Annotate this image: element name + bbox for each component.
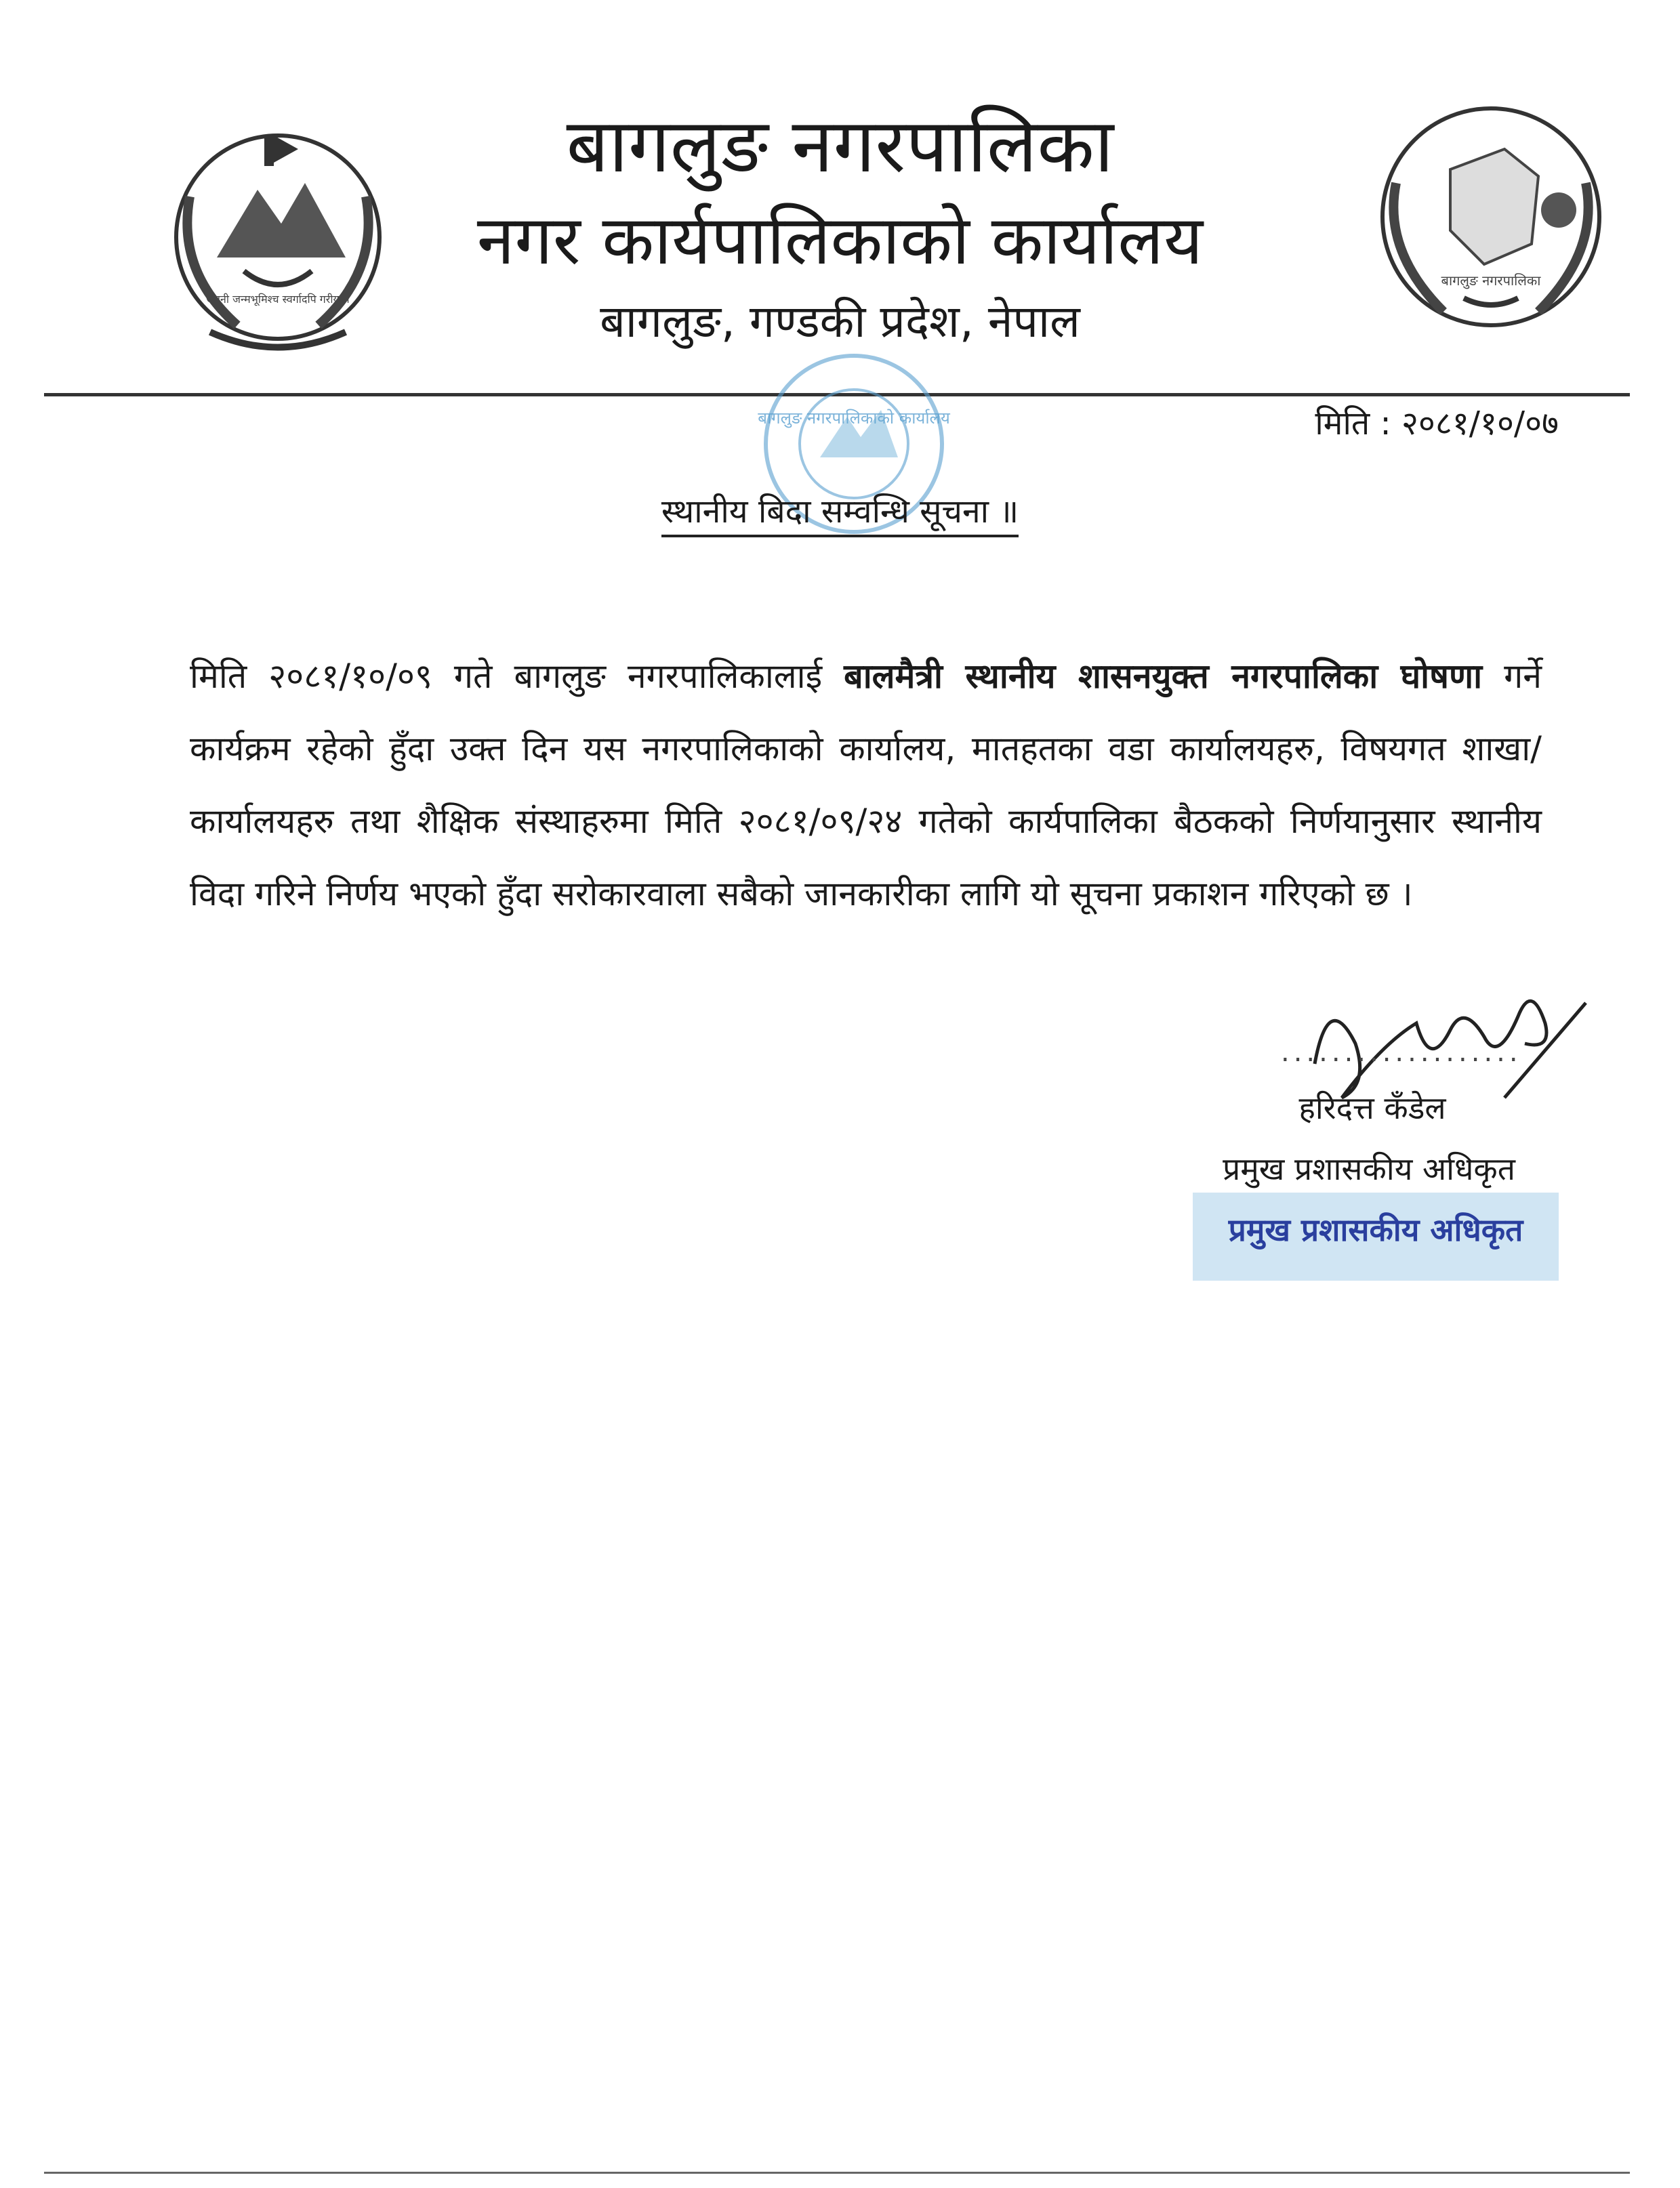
body-part-1: मिति २०८१/१०/०९ गते बागलुङ नगरपालिकालाई: [190, 657, 844, 696]
body-bold-phrase: बालमैत्री स्थानीय शासनयुक्त नगरपालिका घोषणा: [844, 657, 1483, 696]
notice-body: [190, 640, 1542, 930]
signatory-title: प्रमुख प्रशासकीय अधिकृत: [1223, 1151, 1515, 1187]
office-address: बागलुङ, गण्डकी प्रदेश, नेपाल: [600, 295, 1080, 348]
official-title-stamp: प्रमुख प्रशासकीय अधिकृत: [1193, 1193, 1559, 1281]
signatory-name: हरिदत्त कँडेल: [1298, 1090, 1446, 1126]
notice-date: [1152, 400, 1559, 447]
left-emblem-caption: जननी जन्मभूमिश्च स्वर्गादपि गरीयसी: [206, 293, 350, 306]
notice-title-text: स्थानीय बिदा सम्वन्धि सूचना ॥: [661, 493, 1019, 537]
right-emblem-caption: बागलुङ नगरपालिका: [1441, 272, 1541, 289]
municipality-name: बागलुङ नगरपालिका: [566, 102, 1114, 189]
body-part-2: गर्ने कार्यक्रम रहेको हुँदा उक्त दिन यस नगरपालिकाको कार्यालय, मातहतका वडा कार्यालयहरु, विषयगत शाखा/कार्यालयहरु तथा शैक्षिक संस्थाहरुमा मिति २०८१/०९/२४ गतेको कार्यपालिका बैठकको निर्णयानुसार स्थानीय विदा गरिने निर्णय भएको हुँदा सरोकारवाला सबैको जानकारीका लागि यो सूचना प्रकाशन गरिएको छ ।: [190, 657, 1542, 913]
office-name: नगर कार्यपालिकाको कार्यालय: [476, 201, 1204, 280]
office-stamp-text: बागलुङ नगरपालिकाको कार्यालय: [758, 409, 950, 428]
notice-title: [0, 488, 1680, 535]
footer-divider: [44, 2172, 1630, 2174]
date-value: २०८१/१०/०७: [1401, 405, 1559, 442]
signature-dots: ...................: [1281, 1037, 1522, 1068]
date-label: मिति :: [1315, 405, 1401, 442]
